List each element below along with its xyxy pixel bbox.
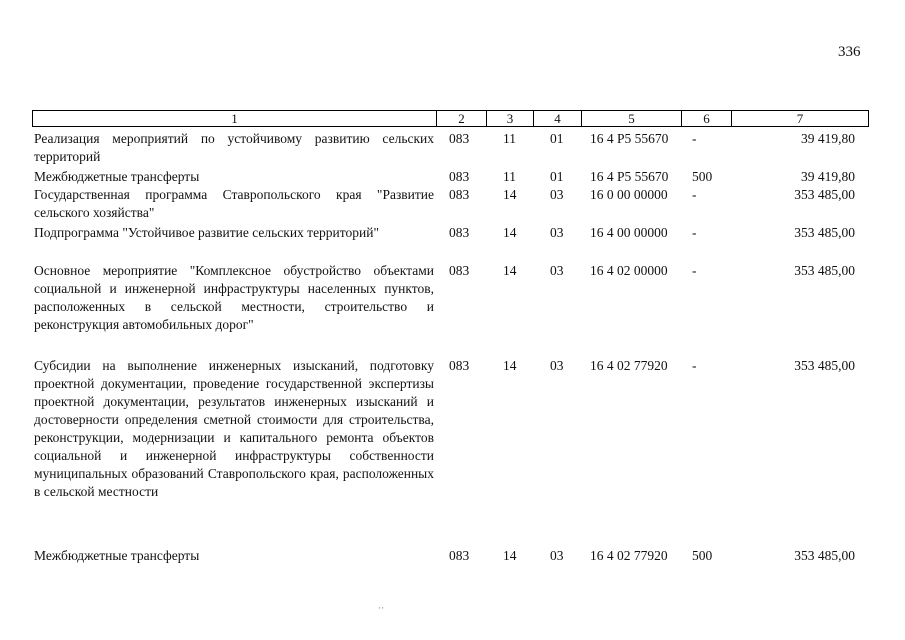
row-amount: 353 485,00: [794, 358, 855, 373]
row-subsection: 03: [550, 225, 564, 240]
row-target-article: 16 4 02 77920: [590, 358, 668, 373]
row-code: 083: [449, 187, 470, 202]
header-col-1: 1: [231, 111, 238, 126]
row-amount: 353 485,00: [794, 225, 855, 240]
row-expense-type: 500: [692, 169, 713, 184]
row-amount: 353 485,00: [794, 548, 855, 563]
row-expense-type: -: [692, 358, 697, 373]
row-amount: 39 419,80: [801, 169, 855, 184]
table-header: [32, 110, 869, 127]
row-amount: 39 419,80: [801, 131, 855, 146]
row-name: Межбюджетные трансферты: [34, 548, 200, 563]
row-target-article: 16 4 02 00000: [590, 263, 668, 278]
row-name: Подпрограмма "Устойчивое развитие сельских территорий": [34, 225, 379, 240]
row-target-article: 16 4 02 77920: [590, 548, 668, 563]
row-section: 14: [503, 225, 517, 240]
row-amount: 353 485,00: [794, 263, 855, 278]
row-target-article: 16 0 00 00000: [590, 187, 668, 202]
row-target-article: 16 4 P5 55670: [590, 169, 669, 184]
row-subsection: 03: [550, 358, 564, 373]
row-expense-type: 500: [692, 548, 713, 563]
row-section: 14: [503, 358, 517, 373]
row-expense-type: -: [692, 263, 697, 278]
row-expense-type: -: [692, 187, 697, 202]
row-code: 083: [449, 131, 470, 146]
row-target-article: 16 4 P5 55670: [590, 131, 669, 146]
row-name: Основное мероприятие "Комплексное обустройство объектами социальной и инженерной инфраструктуры населенных пунктов, расположенных в сельской местности, строительство и реконструкция автомобильных дорог": [34, 263, 434, 332]
header-col-7: 7: [731, 111, 868, 126]
row-subsection: 03: [550, 548, 564, 563]
row-name: Межбюджетные трансферты: [34, 169, 200, 184]
header-col-5: 5: [581, 111, 681, 126]
row-name: Субсидии на выполнение инженерных изысканий, подготовку проектной документации, проведение государственной экспертизы проектной документации, результатов инженерных изысканий и достоверности определения сметной стоимости для строительства, реконструкции, модернизации и капитального ремонта объектов социальной и инженерной инфраструктуры собственности муниципальных образований Ставропольского края, расположенных в сельской местности: [34, 358, 434, 499]
header-col-4: 4: [533, 111, 581, 126]
row-code: 083: [449, 548, 470, 563]
header-col-2: 2: [436, 111, 486, 126]
header-col-6: 6: [681, 111, 731, 126]
row-expense-type: -: [692, 225, 697, 240]
row-code: 083: [449, 169, 470, 184]
row-section: 14: [503, 548, 517, 563]
row-section: 11: [503, 131, 516, 146]
row-code: 083: [449, 263, 470, 278]
row-subsection: 01: [550, 131, 564, 146]
page-number: 336: [838, 44, 861, 60]
row-subsection: 03: [550, 263, 564, 278]
row-subsection: 01: [550, 169, 564, 184]
row-code: 083: [449, 225, 470, 240]
row-expense-type: -: [692, 131, 697, 146]
row-code: 083: [449, 358, 470, 373]
row-section: 14: [503, 263, 517, 278]
header-col-3: 3: [486, 111, 533, 126]
row-section: 14: [503, 187, 517, 202]
row-name: Государственная программа Ставропольского края "Развитие сельского хозяйства": [34, 187, 434, 220]
row-subsection: 03: [550, 187, 564, 202]
row-target-article: 16 4 00 00000: [590, 225, 668, 240]
row-section: 11: [503, 169, 516, 184]
row-amount: 353 485,00: [794, 187, 855, 202]
row-name: Реализация мероприятий по устойчивому развитию сельских территорий: [34, 131, 434, 164]
scan-speck: ⋅⋅: [378, 603, 385, 613]
